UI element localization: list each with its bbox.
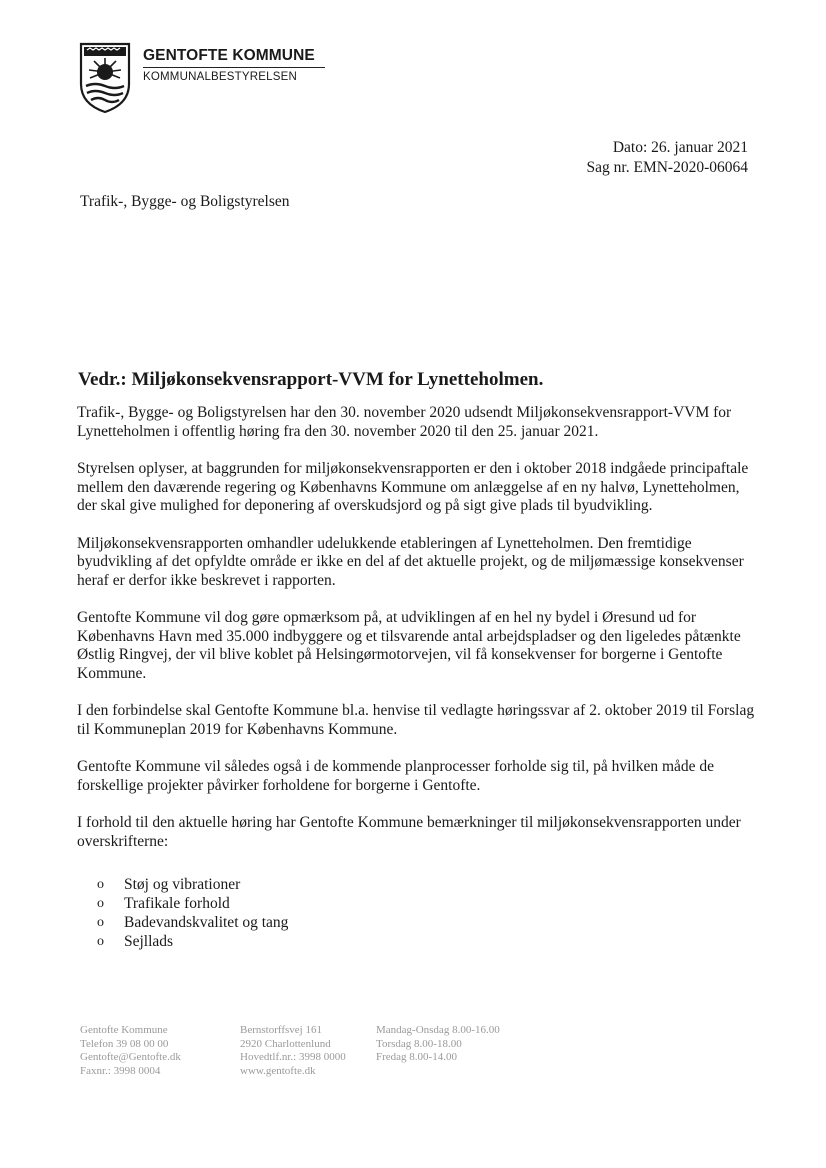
list-item-text: Trafikale forhold xyxy=(124,895,230,912)
subject-heading: Vedr.: Miljøkonsekvensrapport-VVM for Lynetteholmen. xyxy=(78,369,544,390)
footer-line: Mandag-Onsdag 8.00-16.00 xyxy=(376,1024,500,1036)
paragraph: I den forbindelse skal Gentofte Kommune bl.a. henvise til vedlagte høringssvar af 2. oktober 2019 til Forslag til Kommuneplan 2019 for Københavns Kommune. xyxy=(77,702,755,738)
letterhead-divider xyxy=(143,67,325,68)
letter-meta xyxy=(587,138,748,178)
footer-line: Hovedtlf.nr.: 3998 0000 xyxy=(240,1051,346,1063)
bullet-marker: o xyxy=(97,915,104,930)
paragraph: Miljøkonsekvensrapporten omhandler udelukkende etableringen af Lynetteholmen. Den fremtidige byudvikling af det opfyldte område er ikke en del af det aktuelle projekt, og de miljømæssige konsekvenser heraf er derfor ikke beskrevet i rapporten. xyxy=(77,534,744,589)
bullet-marker: o xyxy=(97,896,104,911)
footer-address xyxy=(240,1024,346,1078)
footer-line: Fredag 8.00-14.00 xyxy=(376,1051,457,1063)
footer-line: Torsdag 8.00-18.00 xyxy=(376,1037,462,1050)
letter-body xyxy=(77,404,757,951)
footer-hours xyxy=(376,1024,516,1065)
list-item-text: Støj og vibrationer xyxy=(124,876,241,893)
list-item xyxy=(97,913,757,932)
org-name: GENTOFTE KOMMUNE xyxy=(143,47,315,64)
paragraph: Gentofte Kommune vil dog gøre opmærksom på, at udviklingen af en hel ny bydel i Øresund ud for Københavns Havn med 35.000 indbyggere og et tilsvarende antal arbejdspladser og den ligeledes påtænkte Østlig Ringvej, der vil blive koblet på Helsingørmotorvejen, vil få konsekvenser for borgerne i Gentofte Kommune. xyxy=(77,609,741,682)
case-number: Sag nr. EMN-2020-06064 xyxy=(586,159,748,176)
footer-line: Bernstorffsvej 161 xyxy=(240,1024,322,1036)
footer-line: www.gentofte.dk xyxy=(240,1064,316,1077)
municipal-crest-icon xyxy=(79,42,131,114)
recipient: Trafik-, Bygge- og Boligstyrelsen xyxy=(80,193,290,210)
list-item xyxy=(97,894,757,913)
topic-list xyxy=(77,875,757,951)
footer-line: 2920 Charlottenlund xyxy=(240,1037,331,1050)
paragraph: Gentofte Kommune vil således også i de kommende planprocesser forholde sig til, på hvilken måde de forskellige projekter påvirker forholdene for borgerne i Gentofte. xyxy=(77,758,715,794)
paragraph: Trafik-, Bygge- og Boligstyrelsen har den 30. november 2020 udsendt Miljøkonsekvensrapport-VVM for Lynetteholmen i offentlig høring fra den 30. november 2020 til den 25. januar 2021. xyxy=(77,404,732,440)
list-item xyxy=(97,932,757,951)
org-subtitle: KOMMUNALBESTYRELSEN xyxy=(143,71,297,83)
bullet-marker: o xyxy=(97,934,104,949)
footer-line: Faxnr.: 3998 0004 xyxy=(80,1064,161,1077)
bullet-marker: o xyxy=(97,877,104,892)
footer-contact xyxy=(80,1024,181,1078)
list-item-text: Sejllads xyxy=(124,933,174,950)
footer-line: Gentofte Kommune xyxy=(80,1024,168,1036)
list-item-text: Badevandskvalitet og tang xyxy=(124,914,289,931)
list-item xyxy=(97,875,757,894)
paragraph: Styrelsen oplyser, at baggrunden for miljøkonsekvensrapporten er den i oktober 2018 indgåede principaftale mellem den daværende regering og Københavns Kommune om anlæggelse af en ny halvø, Lynetteholmen, der skal give mulighed for deponering af overskudsjord og på sigt give plads til byudvikling. xyxy=(77,460,749,514)
footer-line: Telefon 39 08 00 00 xyxy=(80,1037,169,1050)
paragraph: I forhold til den aktuelle høring har Gentofte Kommune bemærkninger til miljøkonsekvensrapporten under overskrifterne: xyxy=(77,814,741,850)
footer-line: Gentofte@Gentofte.dk xyxy=(80,1051,181,1063)
letter-date: Dato: 26. januar 2021 xyxy=(612,139,748,156)
